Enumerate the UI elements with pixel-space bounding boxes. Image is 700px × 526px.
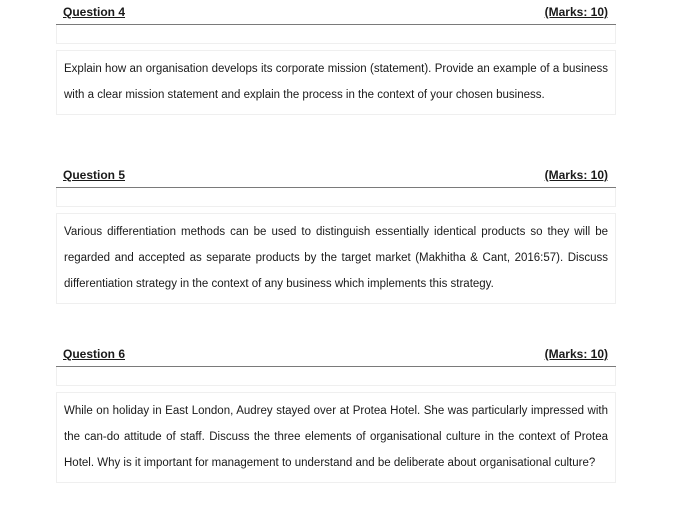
question-4-block: [56, 0, 616, 115]
question-4-title: Question 4: [63, 5, 126, 19]
question-4-marks: (Marks: 10): [544, 5, 608, 19]
question-4-header: [56, 0, 616, 25]
question-5-header: [56, 163, 616, 188]
question-5-block: [56, 163, 616, 304]
question-5-marks: (Marks: 10): [544, 168, 608, 182]
question-5-title: Question 5: [63, 168, 126, 182]
question-6-spacer: [56, 367, 616, 386]
question-5-spacer: [56, 188, 616, 207]
question-4-text: Explain how an organisation develops its corporate mission (statement). Provide an example of a business with a clear mission statement and explain the process in the context of your chosen business.: [56, 50, 616, 115]
question-6-marks: (Marks: 10): [544, 347, 608, 361]
question-4-spacer: [56, 25, 616, 44]
question-6-title: Question 6: [63, 347, 126, 361]
question-6-block: [56, 342, 616, 483]
question-6-text: While on holiday in East London, Audrey stayed over at Protea Hotel. She was particularly impressed with the can-do attitude of staff. Discuss the three elements of organisational culture in the context of Protea Hotel. Why is it important for management to understand and be deliberate about organisational culture?: [56, 392, 616, 483]
question-6-header: [56, 342, 616, 367]
question-5-text: Various differentiation methods can be used to distinguish essentially identical products so they will be regarded and accepted as separate products by the target market (Makhitha & Cant, 2016:57). Discuss differentiation strategy in the context of any business which implements this strategy.: [56, 213, 616, 304]
